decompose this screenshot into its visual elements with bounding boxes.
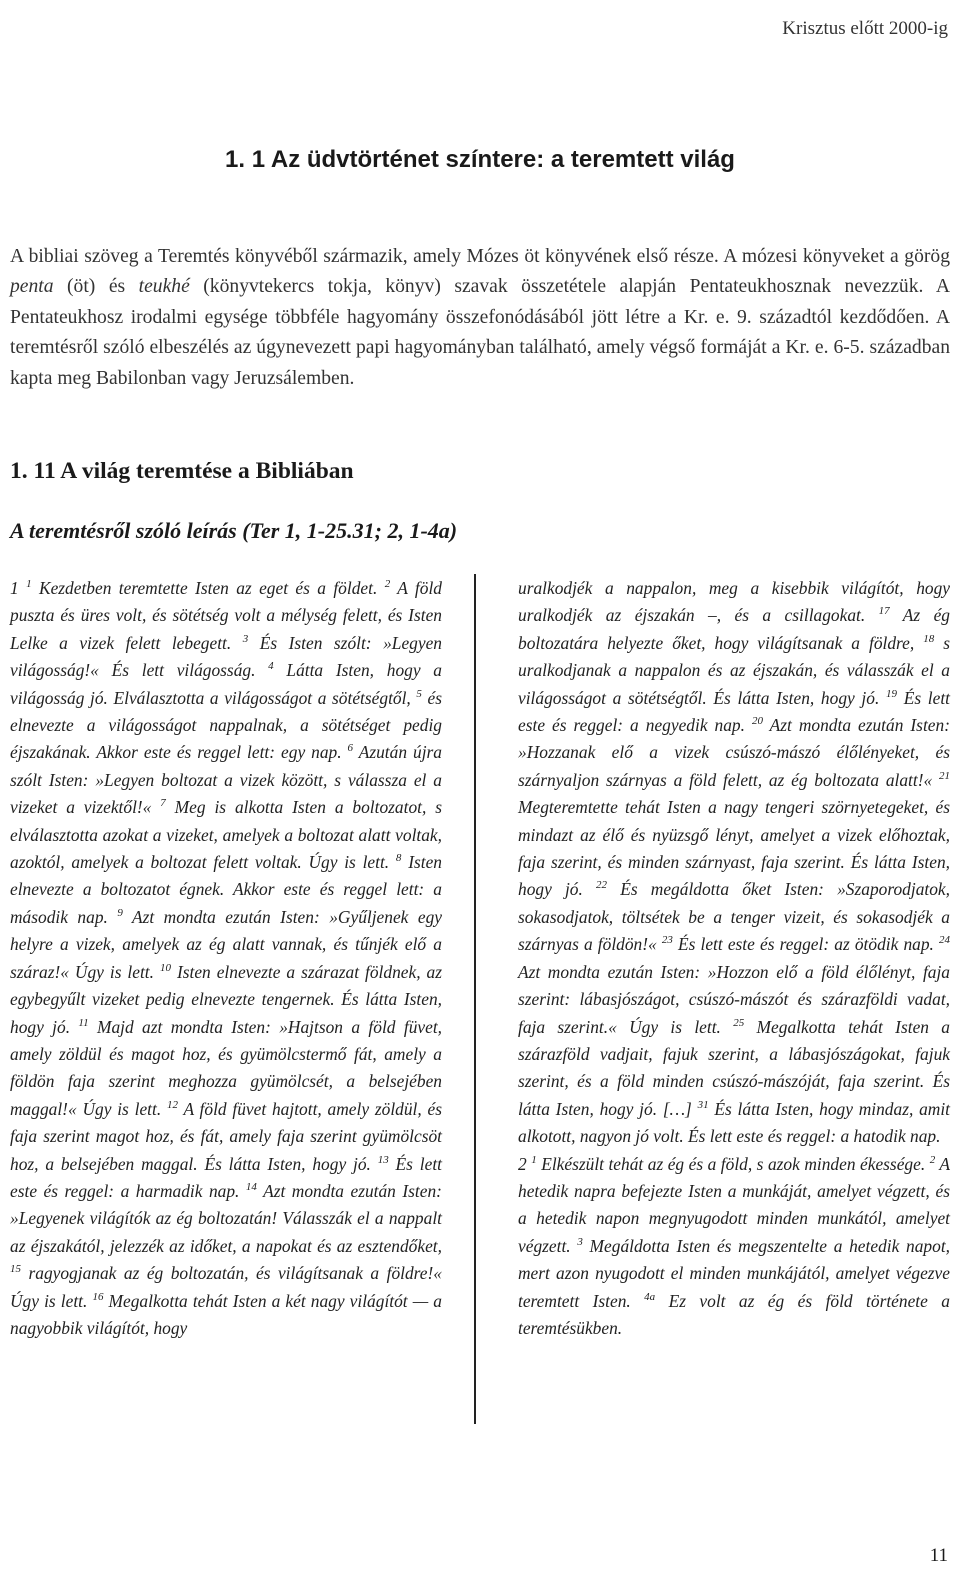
verse-text: A hetedik napra befejezte Isten a munkáját, amelyet végzett, és a hetedik napon megnyugodott minden munkától, amelyet végzett. [518,1153,950,1256]
verse-number: 12 [166,1098,178,1111]
verse-text: Megalkotta tehát Isten a két nagy világítót — a nagyobbik világítót, hogy [10,1290,442,1338]
verse-number: 19 [886,687,897,700]
verse-text: uralkodjék a nappalon, meg a kisebbik világítót, hogy uralkodjék az éjszakán –, és a csillagokat. [518,578,950,626]
intro-term-penta: penta [10,276,54,298]
scripture-text-left [10,575,442,1342]
verse-number: 9 [117,907,123,920]
intro-text-3: (könyvtekercs tokja, könyv) szavak összetétele alapján Pentateukhosznak nevezzük. A Pentateukhosz irodalmi egysége többféle hagyomány összefonódásából jött létre a Kr. e. 9. századtól kezdődően. A teremtésről szóló elbeszélés az úgynevezett papi hagyományban található, amely végső formáját a Kr. e. 6-5. században kapta meg Babilonban vagy Jeruzsálemben. [10,276,950,389]
verse-number: 13 [377,1153,389,1166]
verse-number: 20 [751,715,763,728]
verse-number: 4 [268,660,274,673]
verse-text: Isten elnevezte a szárazat földnek, az egybegyűlt vizeket pedig elnevezte tengernek. És látta Isten, hogy jó. [10,961,442,1037]
verse-number: 15 [10,1263,21,1276]
left-column [10,575,442,1342]
verse-number: 2 [929,1153,936,1166]
verse-text: Meg is alkotta Isten a boltozatot, s elválasztotta azokat a vizeket, amelyek a boltozat alatt voltak, azoktól, amelyek a boltozat felett voltak. Úgy is lett. [10,797,442,873]
subsection-title: 1. 11 A világ teremtése a Bibliában [10,458,354,484]
scripture-text-right [518,575,950,1151]
running-header: Krisztus előtt 2000-ig [782,18,948,39]
verse-text: Elkészült tehát az ég és a föld, s azok minden ékessége. [536,1153,930,1174]
verse-text: És Isten szólt: »Legyen világosság!« És lett világosság. [10,632,442,681]
verse-text: ragyogjanak az ég boltozatán, és világítsanak a földre!« Úgy is lett. [10,1263,442,1311]
verse-number: 14 [245,1181,257,1194]
intro-text-2: (öt) és [53,276,139,298]
verse-text: Látta Isten, hogy a világosság jó. Elválasztotta a világosságot a sötétségtől, [10,660,442,708]
verse-text: Megteremtette tehát Isten a nagy tengeri szörnyetegeket, és mindazt az élő és nyüzsgő lényt, amelyet a vizek előhoztak, faja szerint, és minden szárnyast, faja szerint. És látta Isten, hogy jó. [518,797,950,900]
verse-number: 10 [159,961,171,974]
verse-number: 7 [160,797,166,810]
chapter-number: 1 [10,578,19,598]
verse-text: Az ég boltozatára helyezte őket, hogy világítsanak a földre, [518,605,950,653]
verse-number: 1 [26,578,32,591]
verse-number: 3 [242,633,249,646]
verse-number: 5 [416,687,422,700]
verse-text: Azt mondta ezután Isten: »Legyenek világítók az ég boltozatán! Válasszák el a nappalt az éjszakától, jelezzék az időket, a napokat és az esztendőket, [10,1180,442,1256]
verse-number: 4a [644,1290,656,1303]
verse-text: Kezdetben teremtette Isten az eget és a földet. [31,578,385,598]
verse-text: A föld füvet hajtott, amely zöldül, és faja szerint magot hoz, és fát, amely faja szerint gyümölcsöt hoz, a belsejében maggal. És látta Isten, hogy jó. [10,1098,442,1174]
verse-text: És látta Isten, hogy mindaz, amit alkotott, nagyon jó volt. És lett este és reggel: a hatodik nap. [518,1098,950,1147]
verse-number: 16 [92,1290,104,1303]
verse-number: 6 [347,742,354,755]
scripture-chapter-2 [518,1151,950,1343]
page-number: 11 [929,1545,948,1566]
verse-number: 18 [923,633,935,646]
verse-number: 8 [395,852,402,865]
verse-text: Majd azt mondta Isten: »Hajtson a föld füvet, amely zöldül és magot hoz, és gyümölcstermő fát, amely a földön faja szerint meghozza gyümölcsét, a belsejében maggal!« Úgy is lett. [10,1016,443,1119]
verse-text: És lett este és reggel: az ötödik nap. [672,934,939,955]
intro-term-teukhe: teukhé [138,276,190,298]
verse-text: s uralkodjanak a nappalon és az éjszakán, és válasszák el a világosságot a sötétségtől. És látta Isten, hogy jó. [518,632,950,708]
verse-number: 23 [661,934,673,947]
passage-title: A teremtésről szóló leírás (Ter 1, 1-25.31; 2, 1-4a) [10,518,458,543]
column-divider [474,574,476,1424]
verse-text: és elnevezte a világosságot nappalnak, a sötétséget pedig éjszakának. Akkor este és reggel lett: egy nap. [10,687,442,763]
verse-number: 11 [78,1016,89,1029]
verse-text: Azután újra szólt Isten: »Legyen boltozat a vizek között, s válassza el a vizeket a vizektől!« [10,742,442,818]
verse-text: És lett este és reggel: a negyedik nap. [518,687,950,736]
verse-number: 21 [939,770,950,783]
chapter-number: 2 [518,1153,527,1174]
intro-text-1: A bibliai szöveg a Teremtés könyvéből származik, amely Mózes öt könyvének első része. A mózesi könyveket a görög [10,246,950,267]
section-title: 1. 1 Az üdvtörténet színtere: a teremtett világ [225,146,735,173]
verse-text: És megáldotta őket Isten: »Szaporodjatok, sokasodjatok, töltsétek be a tenger vizeit, és sokasodjék a szárnyas a földön!« [518,879,950,955]
verse-text: És lett este és reggel: a harmadik nap. [10,1153,442,1201]
right-column [518,575,950,1342]
verse-number: 1 [531,1153,537,1166]
intro-paragraph [10,242,950,394]
verse-text: Megalkotta tehát Isten a szárazföld vadjait, fajuk szerint, a lábasjószágokat, fajuk szerint, és a föld minden csúszó-mászóját, faja szerint. És látta Isten, hogy jó. [518,1016,950,1119]
verse-text: Ez volt az ég és föld története a teremtésükben. [518,1290,950,1338]
verse-number: 3 [577,1235,583,1248]
verse-text: Isten elnevezte a boltozatot égnek. Akkor este és reggel lett: a második nap. [10,852,442,927]
verse-text: Azt mondta ezután Isten: »Hozzanak elő a vizek csúszó-mászó élőlényeket, és szárnyaljon szárnyas a föld felett, az ég boltozata alatt!« [518,715,950,790]
verse-text: Azt mondta ezután Isten: »Gyűljenek egy helyre a vizek, amelyek az ég alatt vannak, és tűnjék elő a száraz!« Úgy is lett. [10,906,443,982]
verse-number: 25 [733,1016,745,1029]
verse-number: 17 [878,605,890,618]
verse-number: 31 [697,1098,709,1111]
verse-text: Azt mondta ezután Isten: »Hozzon elő a föld élőlényt, faja szerint: lábasjószágot, csúszó-mászót és szárazföldi vadat, faja szerint.« Úgy is lett. [518,961,950,1037]
ellipsis: […] [662,1098,692,1119]
verse-number: 2 [384,578,391,591]
verse-text: A föld puszta és üres volt, és sötétség volt a mélység felett, és Isten Lelke a vizek felett lebegett. [10,578,442,653]
verse-number: 22 [596,879,608,892]
verse-number: 24 [939,934,950,947]
verse-text: Megáldotta Isten és megszentelte a hetedik napot, mert azon nyugodott el minden munkájától, amelyet végezve teremtett Isten. [518,1235,950,1311]
